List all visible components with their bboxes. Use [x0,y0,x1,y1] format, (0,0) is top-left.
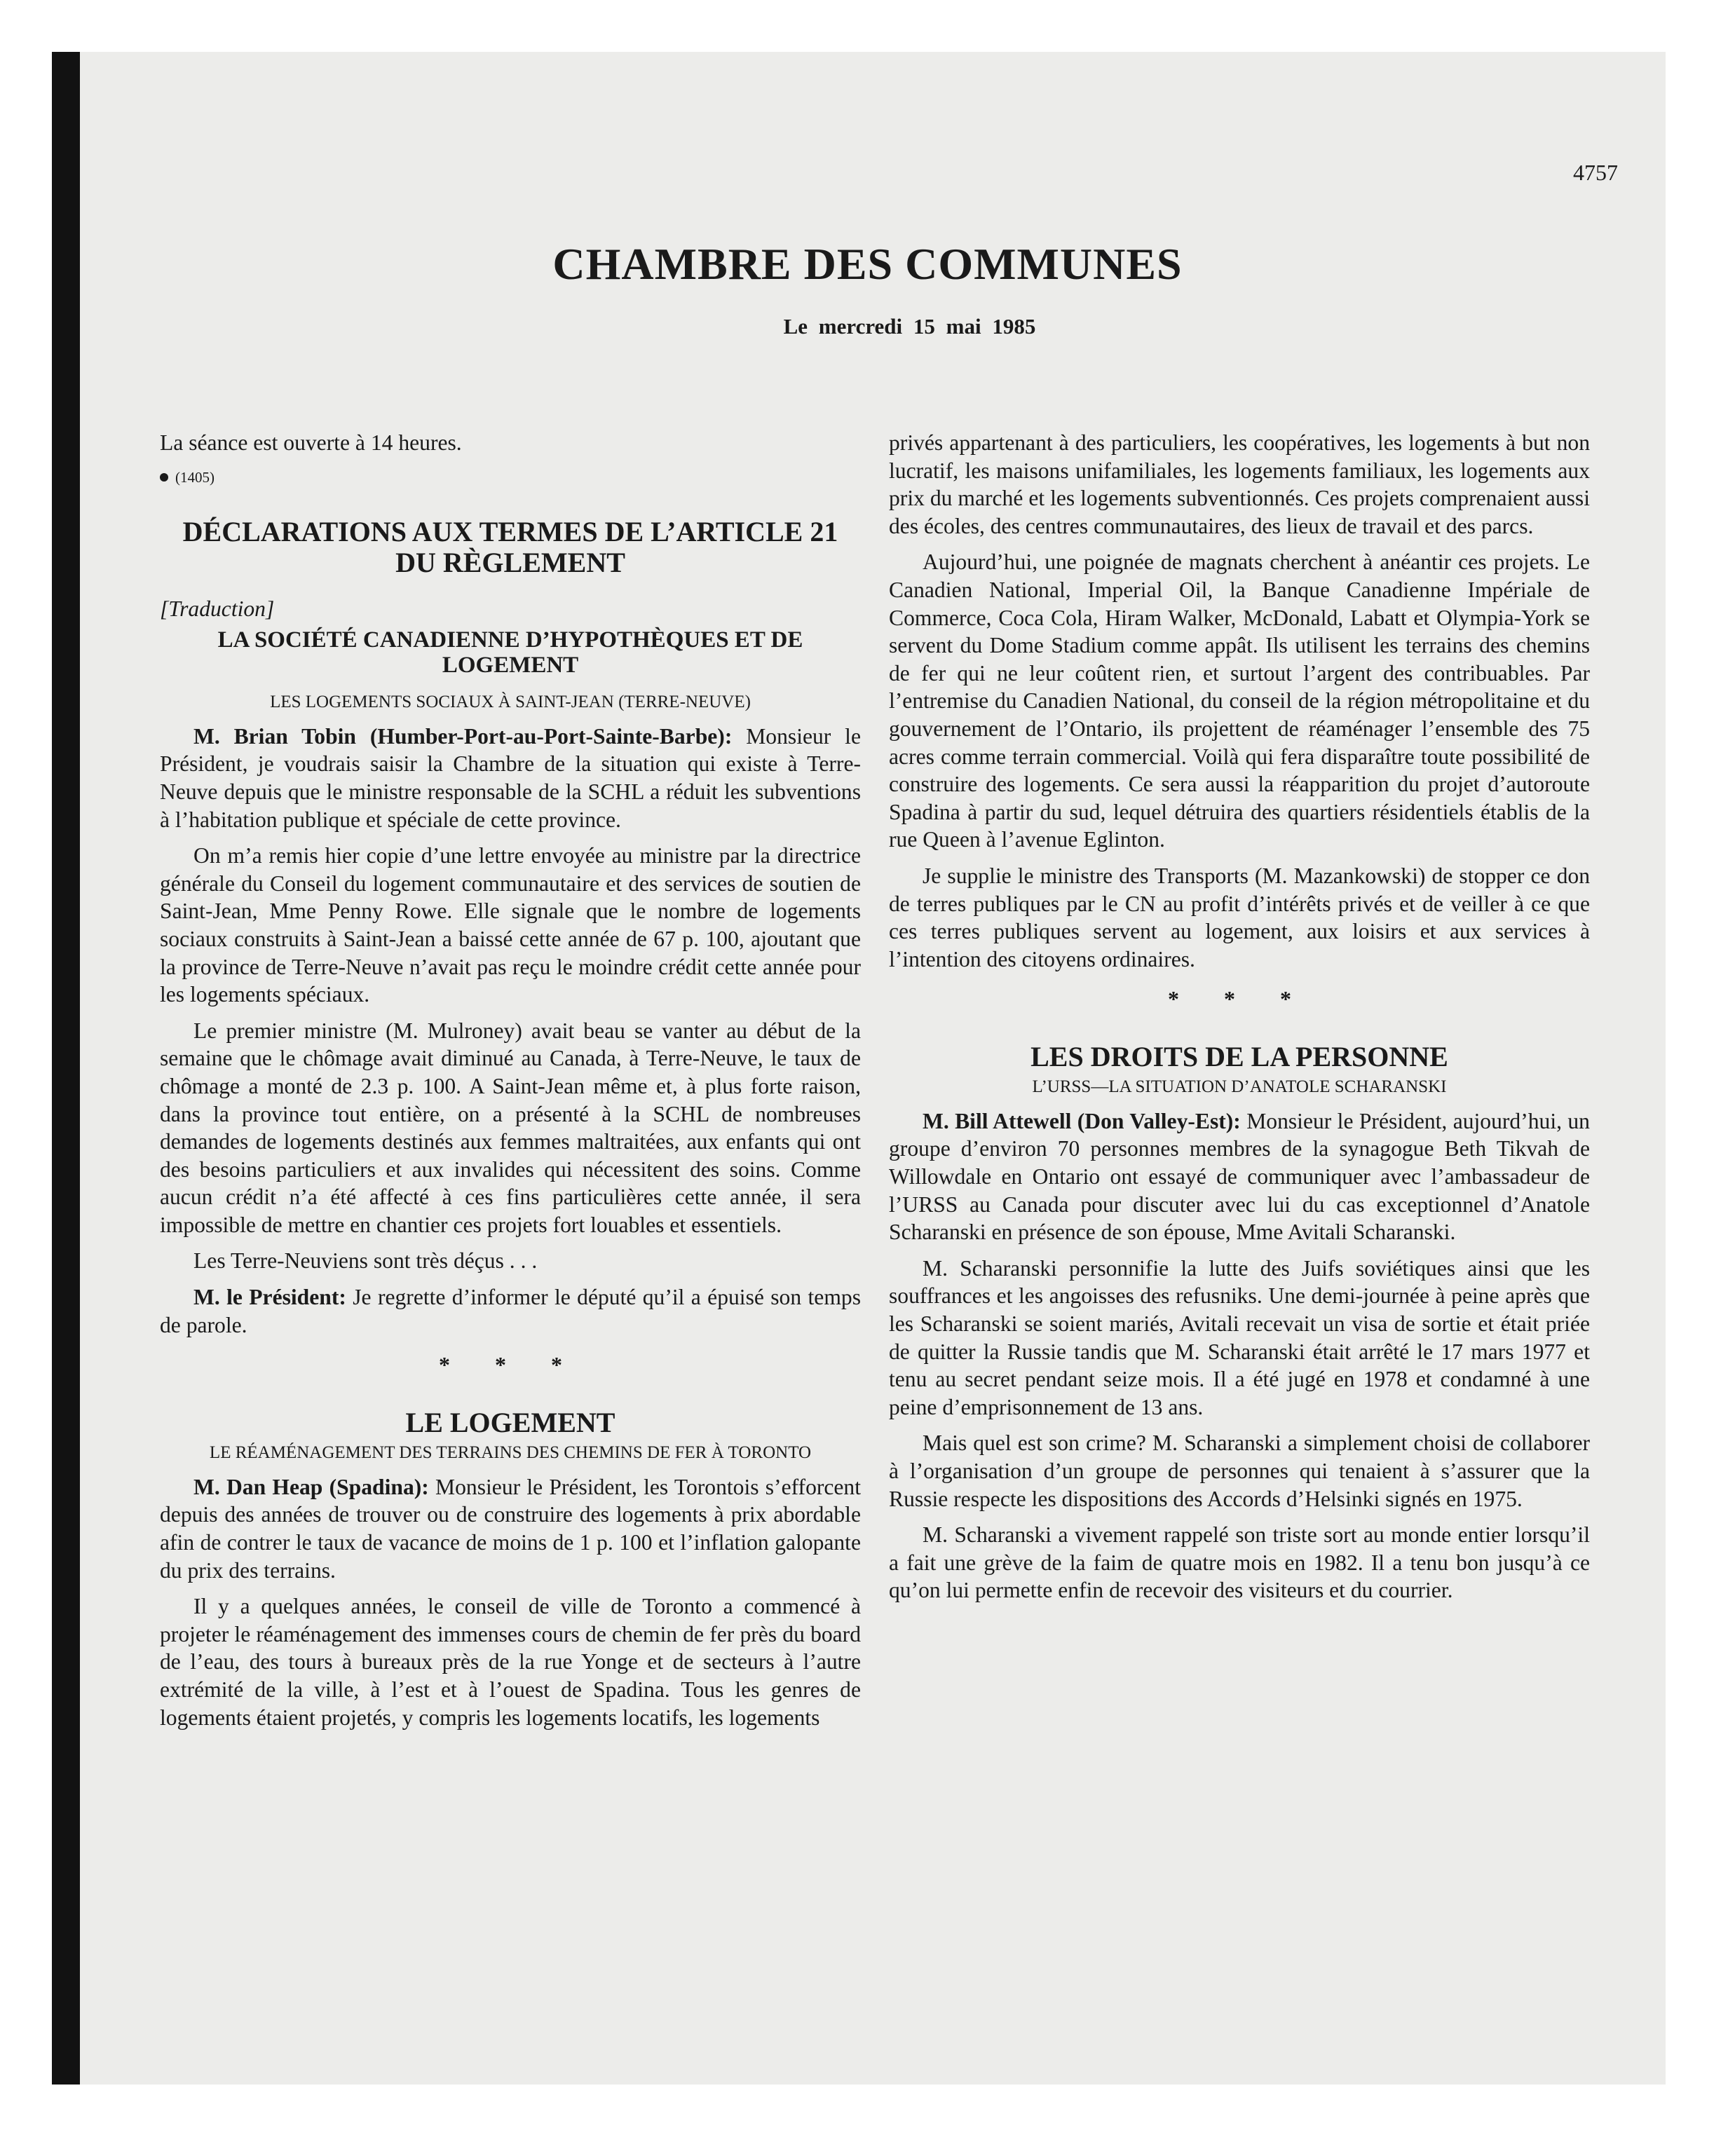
speaker-name: M. Brian Tobin (Humber-Port-au-Port-Sainte-Barbe): [193,723,733,749]
scan-binding-edge [52,52,80,2085]
statement-paragraph: Mais quel est son crime? M. Scharanski a simplement choisi de collaborer à l’organisation d’un groupe de personnes qui tenaient à s’assurer que la Russie respecte les dispositions des Accords d’Helsinki signés en 1975. [889,1431,1590,1511]
statement-paragraph: Le premier ministre (M. Mulroney) avait beau se vanter au début de la semaine que le chômage avait diminué au Canada, à Terre-Neuve, le taux de chômage a monté de 2.3 p. 100. A Saint-Jean même et, à plus forte raison, dans la province tout entière, on a présenté à la SCHL de nombreuses demandes de logements destinés aux femmes maltraitées, aux enfants qui ont des besoins particuliers et aux invalides qui nécessitent des soins. Comme aucun crédit n’a été affecté à ces fins particulières cette année, il sera impossible de mettre en chantier ces projets fort louables et essentiels. [160,1018,861,1237]
statement-paragraph [160,723,861,833]
left-column [160,429,861,1731]
sitting-opening: La séance est ouverte à 14 heures. [160,430,462,455]
masthead-title: CHAMBRE DES COMMUNES [552,239,1183,289]
paragraph-text: Monsieur le Président, aujourd’hui, un groupe d’environ 70 personnes membres de la synagogue Beth Tikvah de Willowdale en Ontario ont essayé de communiquer avec l’ambassadeur de l’URSS au Canada pour discuter avec lui du cas exceptionnel d’Anatole Scharanski en présence de son épouse, Mme Avitali Scharanski. [889,1108,1590,1245]
statement-subheading: LES LOGEMENTS SOCIAUX À SAINT-JEAN (TERRE-NEUVE) [270,692,751,711]
statement-subheading: L’URSS—LA SITUATION D’ANATOLE SCHARANSKI [1032,1077,1447,1096]
statement-paragraph [160,1283,861,1339]
speaker-name: M. Dan Heap (Spadina): [193,1474,429,1499]
time-marker-label: (1405) [175,468,215,486]
statement-paragraph: Les Terre-Neuviens sont très déçus . . . [193,1248,538,1274]
bullet-icon [160,473,168,482]
section-heading: DÉCLARATIONS AUX TERMES DE L’ARTICLE 21 DU RÈGLEMENT [182,516,838,579]
time-marker [160,464,861,492]
paragraph-text: Je regrette d’informer le député qu’il a épuisé son temps de parole. [160,1285,861,1337]
statement-paragraph: On m’a remis hier copie d’une lettre envoyée au ministre par la directrice générale du Conseil du logement communautaire et des services de soutien de Saint-Jean, Mme Penny Rowe. Elle signale que le nombre de logements sociaux construits à Saint-Jean a baissé cette année de 67 p. 100, ajoutant que la province de Terre-Neuve n’avait pas reçu le moindre crédit cette année pour les logements spéciaux. [160,843,861,1007]
statement-paragraph [160,1473,861,1584]
statement-subject-heading: LA SOCIÉTÉ CANADIENNE D’HYPOTHÈQUES ET DE LOGEMENT [217,627,803,678]
statement-paragraph: Je supplie le ministre des Transports (M. Mazankowski) de stopper ce don de terres publiques par le CN au profit d’intérêts privés et de veiller à ce que ces terres publiques servent au logement, aux loisirs et aux services à l’intention des citoyens ordinaires. [889,863,1590,971]
statement-paragraph: Il y a quelques années, le conseil de ville de Toronto a commencé à projeter le réaménagement des immenses cours de chemin de fer près du board de l’eau, des tours à bureaux près de la rue Yonge et de secteurs à l’autre extrémité de la ville, à l’est et à l’ouest de Spadina. Tous les genres de logements étaient projetés, y compris les logements locatifs, les logements [160,1594,861,1730]
date-line: Le mercredi 15 mai 1985 [783,314,1036,339]
continued-paragraph: privés appartenant à des particuliers, les coopératives, les logements à but non lucratif, les maisons unifamiliales, les logements familiaux, les logements aux prix du marché et les logements subventionnés. Ces projets comprenaient aussi des écoles, des centres communautaires, des lieux de travail et des parcs. [889,430,1590,538]
statement-heading: LE LOGEMENT [405,1406,615,1438]
paragraph-text: Monsieur le Président, les Torontois s’efforcent depuis des années de trouver ou de construire des logements à prix abordable afin de contrer le taux de vacance de moins de 1 p. 100 et l’inflation galopante du prix des terrains. [160,1474,862,1583]
section-separator: * * * [1168,986,1311,1012]
speaker-name: M. le Président: [193,1285,346,1310]
statement-paragraph [889,1107,1590,1246]
right-column [889,429,1590,1604]
statement-heading: LES DROITS DE LA PERSONNE [1030,1040,1448,1072]
speaker-name: M. Bill Attewell (Don Valley-Est): [923,1108,1241,1133]
section-separator: * * * [439,1352,582,1378]
translation-note: [Traduction] [160,596,275,622]
statement-paragraph: M. Scharanski a vivement rappelé son triste sort au monde entier lorsqu’il a fait une grève de la faim de quatre mois en 1982. Il a tenu bon jusqu’à ce qu’on lui permette enfin de recevoir des visiteurs et du courrier. [889,1522,1590,1603]
statement-paragraph: M. Scharanski personnifie la lutte des Juifs soviétiques ainsi que les souffrances et les angoisses des refusniks. Une demi-journée à peine après que les Scharanski se soient mariés, Avitali recevait un visa de sortie et était priée de quitter la Russie tandis que M. Scharanski était arrêté le 17 mars 1977 et tenu au secret pendant seize mois. Il a été jugé en 1978 et condamné à une peine d’emprisonnement de 13 ans. [889,1255,1590,1419]
statement-subheading: LE RÉAMÉNAGEMENT DES TERRAINS DES CHEMINS DE FER À TORONTO [209,1442,812,1462]
page-number: 4757 [1573,160,1618,185]
statement-paragraph: Aujourd’hui, une poignée de magnats cherchent à anéantir ces projets. Le Canadien National, Imperial Oil, la Banque Canadienne Impériale de Commerce, Coca Cola, Hiram Walker, McDonald, Labatt et Olympia-York se servent du Dome Stadium comme appât. Ils utilisent les terrains des chemins de fer qui ne leur coûtent rien, et surtout l’argent des contribuables. Par l’entremise du Canadien National, du conseil de la région métropolitaine et du gouvernement de l’Ontario, ils projettent de réaménager l’ensemble des 75 acres comme terrain commercial. Voilà qui fera disparaître toute possibilité de construire des logements. Ce sera aussi la réapparition du projet d’autoroute Spadina à partir du sud, lequel détruira des quartiers résidentiels établis de la rue Queen à l’avenue Eglinton. [889,550,1590,852]
paragraph-text: Monsieur le Président, je voudrais saisir la Chambre de la situation qui existe à Terre-Neuve depuis que le ministre responsable de la SCHL a réduit les subventions à l’habitation publique et spéciale de cette province. [160,723,861,832]
